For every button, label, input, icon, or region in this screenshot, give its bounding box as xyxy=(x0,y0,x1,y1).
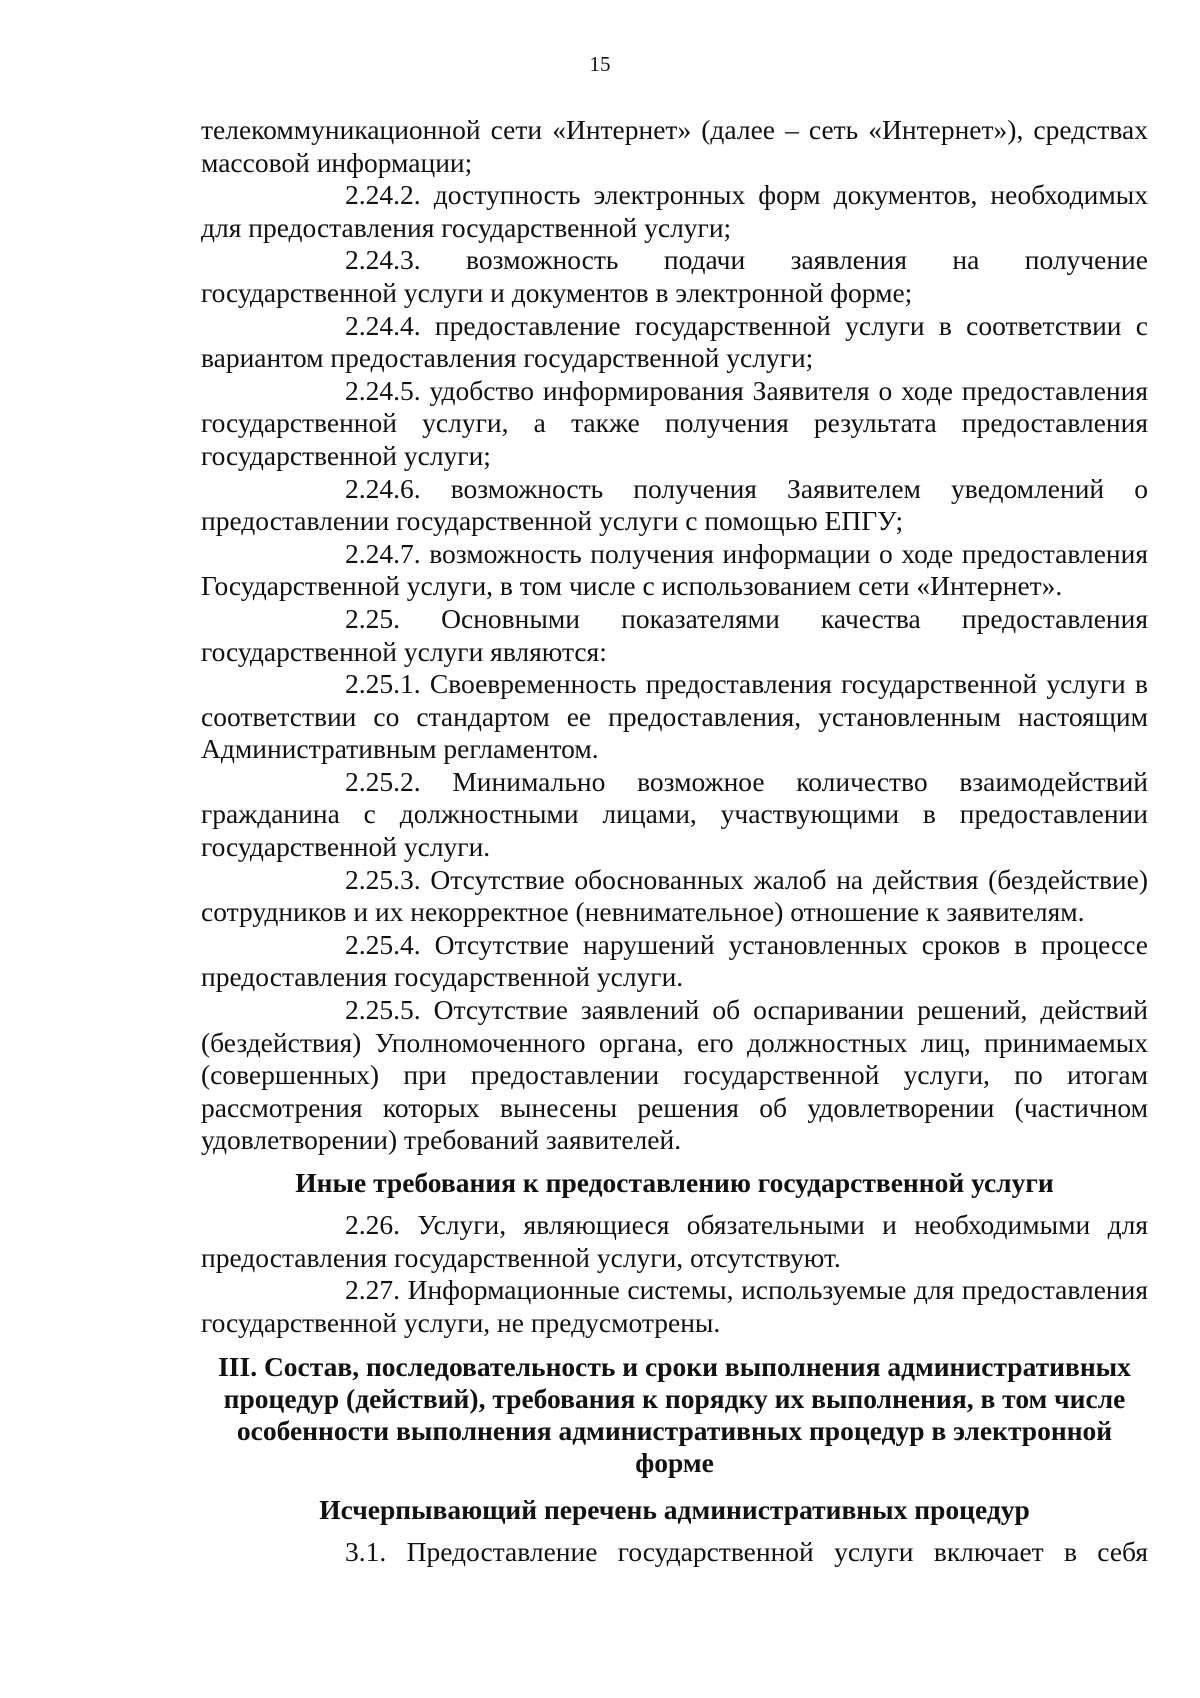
paragraph-2-25-5: 2.25.5. Отсутствие заявлений об оспаривании решений, действий (бездействия) Уполномоченного органа, его должностных лиц, принимаемых (совершенных) при предоставлении государственной услуги, по итогам рассмотрения которых вынесены решения об удовлетворении (частичном удовлетворении) требований заявителей. xyxy=(201,994,1148,1156)
page-number: 15 xyxy=(589,52,611,76)
document-body xyxy=(201,114,1148,1569)
paragraph-2-24-7: 2.24.7. возможность получения информации о ходе предоставления Государственной услуги, в том числе с использованием сети «Интернет». xyxy=(201,537,1148,602)
paragraph-2-24-6: 2.24.6. возможность получения Заявителем уведомлений о предоставлении государственной услуги с помощью ЕПГУ; xyxy=(201,472,1149,537)
paragraph-2-25-2: 2.25.2. Минимально возможное количество взаимодействий гражданина с должностными лицами, участвующими в предоставлении государственной услуги. xyxy=(201,765,1149,863)
paragraph-2-25-4: 2.25.4. Отсутствие нарушений установленных сроков в процессе предоставления государственной услуги. xyxy=(201,928,1149,993)
paragraph-2-27: 2.27. Информационные системы, используемые для предоставления государственной услуги, не предусмотрены. xyxy=(201,1274,1149,1338)
paragraph-2-26: 2.26. Услуги, являющиеся обязательными и необходимыми для предоставления государственной услуги, отсутствуют. xyxy=(201,1209,1148,1273)
paragraph-2-24-5: 2.24.5. удобство информирования Заявителя о ходе предоставления государственной услуги, а также получения результата предоставления государственной услуги; xyxy=(201,374,1149,471)
paragraph-2-25-3: 2.25.3. Отсутствие обоснованных жалоб на действия (бездействие) сотрудников и их некорректное (невнимательное) отношение к заявителям. xyxy=(201,863,1149,928)
paragraph-2-24-3: 2.24.3. возможность подачи заявления на получение государственной услуги и документов в электронной форме; xyxy=(201,244,1148,308)
paragraph-2-25: 2.25. Основными показателями качества предоставления государственной услуги являются: xyxy=(201,602,1149,667)
paragraph-2-25-1: 2.25.1. Своевременность предоставления государственной услуги в соответствии со стандартом ее предоставления, установленным настоящим Административным регламентом. xyxy=(201,668,1148,765)
subsection-heading-procedures-list: Исчерпывающий перечень административных процедур xyxy=(319,1494,1030,1526)
paragraph-3-1: 3.1. Предоставление государственной услуги включает в себя xyxy=(345,1536,1149,1568)
paragraph-2-24-4: 2.24.4. предоставление государственной услуги в соответствии с вариантом предоставления государственной услуги; xyxy=(201,309,1148,374)
paragraph-continuation: телекоммуникационной сети «Интернет» (далее – сеть «Интернет»), средствах массовой информации; xyxy=(201,114,1148,178)
paragraph-2-24-2: 2.24.2. доступность электронных форм документов, необходимых для предоставления государственной услуги; xyxy=(201,179,1149,243)
subsection-heading-other-requirements: Иные требования к предоставлению государственной услуги xyxy=(295,1167,1054,1198)
section-heading-iii: III. Состав, последовательность и сроки выполнения административных процедур (действий), требования к порядку их выполнения, в том числе особенности выполнения административных процедур в электронной форме xyxy=(218,1351,1131,1479)
